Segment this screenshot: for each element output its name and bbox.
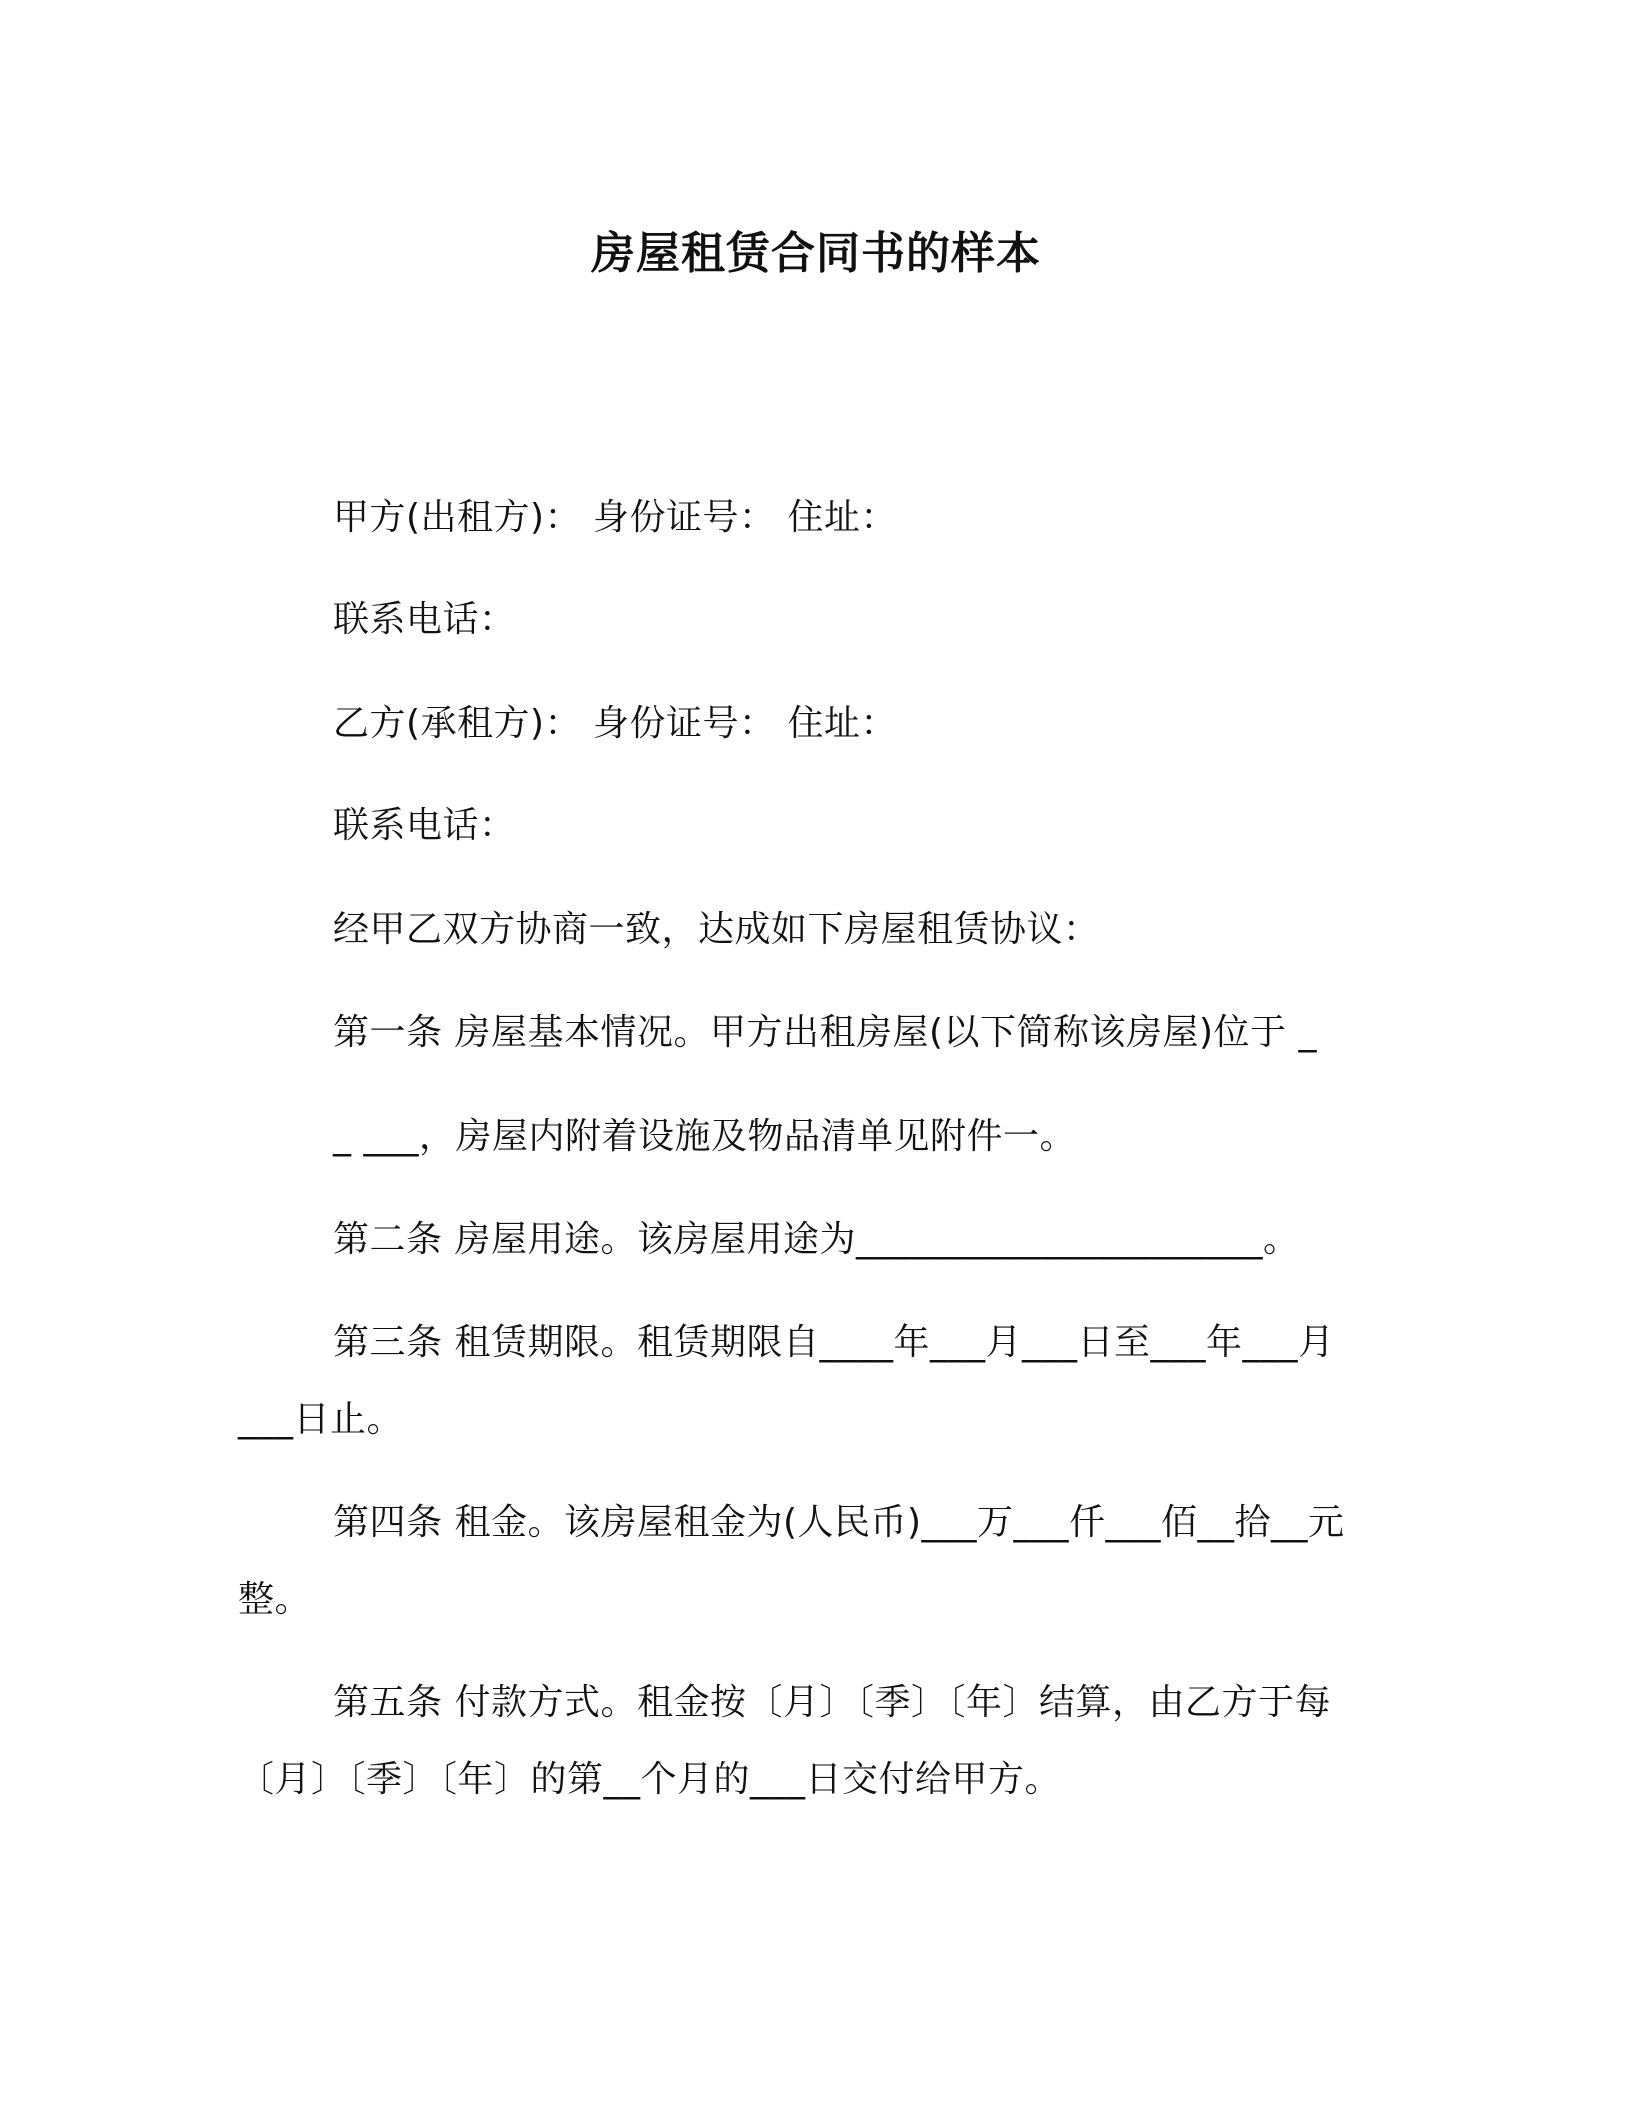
agreement-intro-line: 经甲乙双方协商一致，达成如下房屋租赁协议： bbox=[333, 909, 1100, 950]
party-a-info-line: 甲方(出租方)： 身份证号： 住址： bbox=[333, 497, 897, 538]
article-4-line-2: 整。 bbox=[238, 1579, 312, 1620]
article-1-line-2: _ ___，房屋内附着设施及物品清单见附件一。 bbox=[333, 1116, 1076, 1157]
article-3-line-2: ___日止。 bbox=[238, 1399, 404, 1440]
article-2-line: 第二条 房屋用途。该房屋用途为______________________。 bbox=[333, 1219, 1300, 1260]
article-4-line-1: 第四条 租金。该房屋租金为(人民币)___万___仟___佰__拾__元 bbox=[333, 1502, 1345, 1543]
document-title: 房屋租赁合同书的样本 bbox=[591, 228, 1041, 279]
party-b-info-line: 乙方(承租方)： 身份证号： 住址： bbox=[333, 703, 897, 744]
article-5-line-1: 第五条 付款方式。租金按〔月〕〔季〕〔年〕结算，由乙方于每 bbox=[333, 1682, 1331, 1723]
party-b-phone-line: 联系电话： bbox=[333, 805, 516, 846]
article-1-line-1: 第一条 房屋基本情况。甲方出租房屋(以下简称该房屋)位于 _ bbox=[333, 1012, 1317, 1053]
article-5-line-2: 〔月〕〔季〕〔年〕的第__个月的___日交付给甲方。 bbox=[238, 1759, 1062, 1800]
party-a-phone-line: 联系电话： bbox=[333, 599, 516, 640]
article-3-line-1: 第三条 租赁期限。租赁期限自____年___月___日至___年___月 bbox=[333, 1322, 1335, 1363]
